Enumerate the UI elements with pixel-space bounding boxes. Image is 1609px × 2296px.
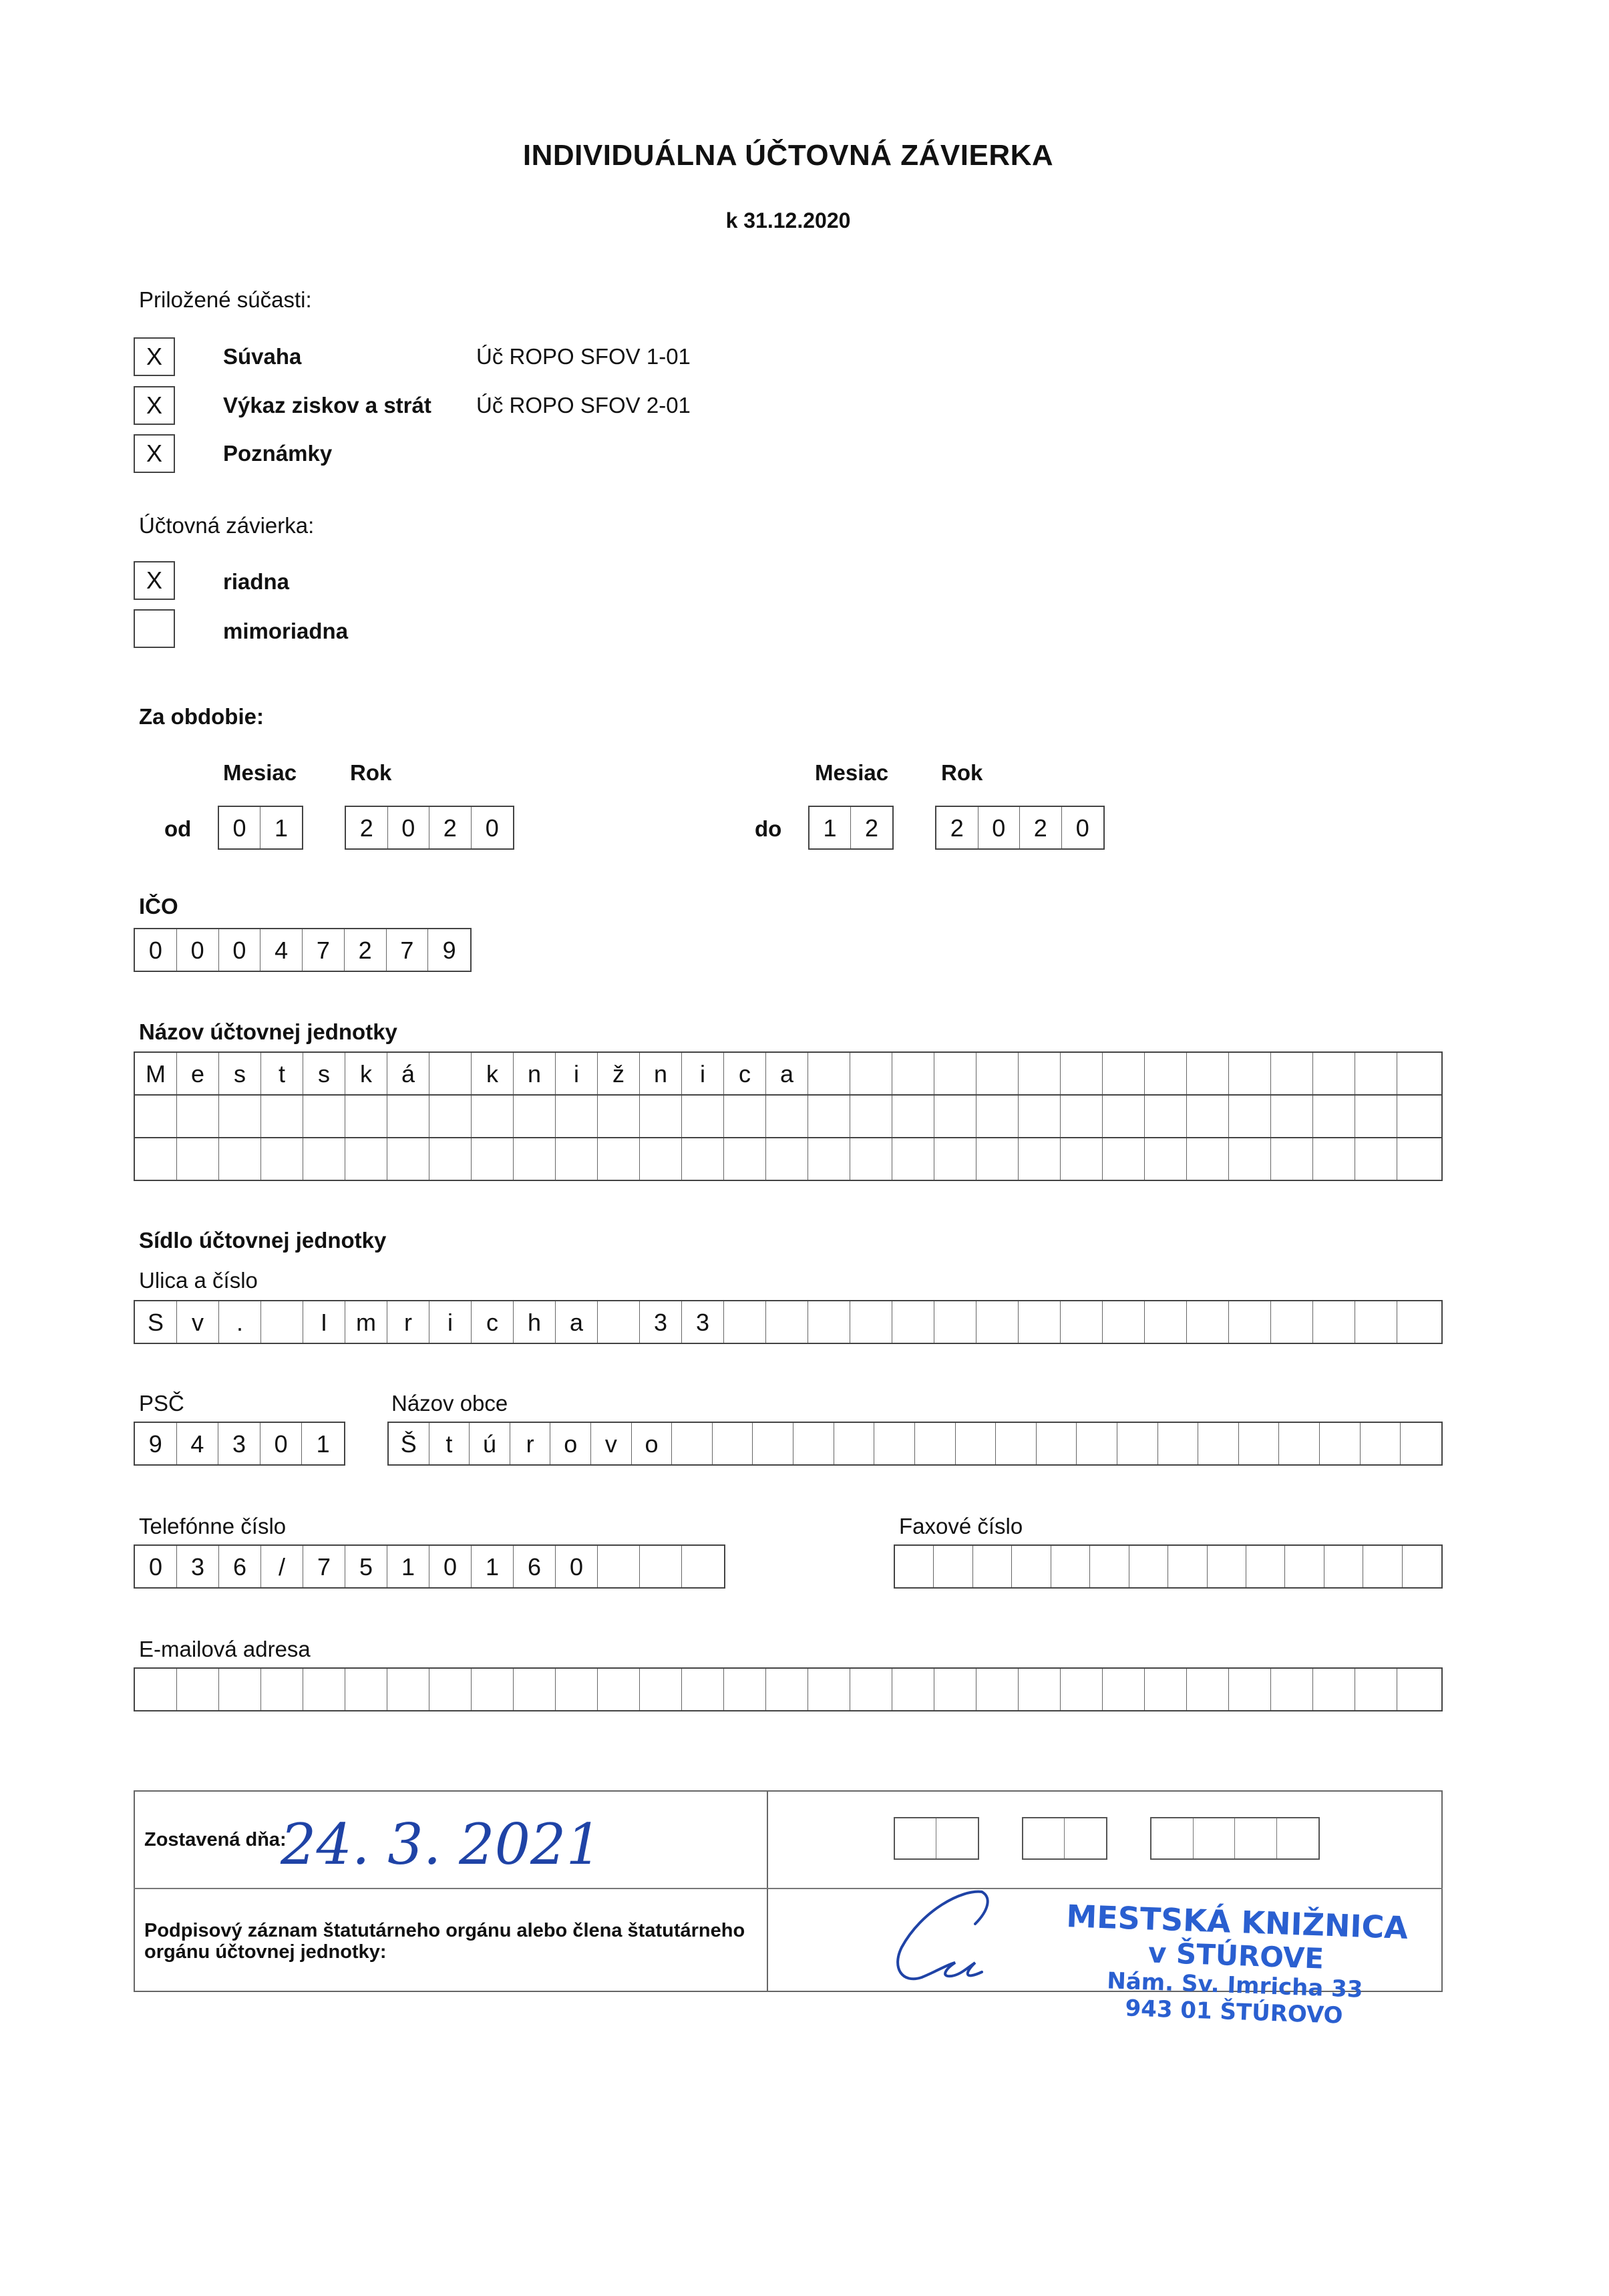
char-cell: 7 <box>303 929 345 971</box>
char-cell <box>1313 1669 1355 1710</box>
char-cell <box>808 1301 850 1343</box>
char-cell <box>598 1546 640 1587</box>
char-cell <box>1313 1053 1355 1094</box>
char-cell <box>1355 1669 1397 1710</box>
char-cell: 0 <box>485 814 499 842</box>
footer-divider <box>767 1790 768 1992</box>
char-cell: 3 <box>640 1301 682 1343</box>
char-cell <box>850 1301 892 1343</box>
name-field-row-2[interactable] <box>134 1094 1443 1138</box>
char-cell: ž <box>598 1053 640 1094</box>
char-cell <box>874 1423 915 1464</box>
char-cell: i <box>429 1301 472 1343</box>
char-cell <box>934 1301 976 1343</box>
char-cell <box>640 1669 682 1710</box>
to-label: do <box>755 816 782 841</box>
char-cell: v <box>177 1301 219 1343</box>
char-cell <box>973 1546 1012 1587</box>
char-cell <box>1187 1096 1229 1137</box>
char-cell <box>1019 1138 1061 1180</box>
char-cell: 9 <box>442 937 456 964</box>
char-cell <box>724 1669 766 1710</box>
char-cell <box>1129 1546 1168 1587</box>
street-label: Ulica a číslo <box>139 1268 258 1293</box>
from-month-label: Mesiac <box>223 760 297 785</box>
char-cell <box>934 1546 972 1587</box>
street-field[interactable] <box>134 1300 1443 1344</box>
char-cell <box>429 1096 472 1137</box>
char-cell <box>177 1096 219 1137</box>
char-cell <box>387 1096 429 1137</box>
char-cell: 6 <box>219 1546 261 1587</box>
char-cell <box>808 1053 850 1094</box>
char-cell <box>219 1096 261 1137</box>
char-cell <box>1090 1546 1129 1587</box>
char-cell <box>1355 1096 1397 1137</box>
char-cell <box>640 1546 682 1587</box>
char-cell <box>219 1669 261 1710</box>
char-cell <box>514 1096 556 1137</box>
email-field[interactable] <box>134 1667 1443 1711</box>
char-cell: / <box>261 1546 303 1587</box>
char-cell <box>1019 1301 1061 1343</box>
char-cell <box>934 1669 976 1710</box>
char-cell <box>556 1096 598 1137</box>
char-cell: 6 <box>514 1546 556 1587</box>
char-cell <box>1019 1096 1061 1137</box>
char-cell <box>808 1138 850 1180</box>
closing-heading: Účtovná závierka: <box>139 513 315 538</box>
char-cell <box>640 1138 682 1180</box>
char-cell: n <box>640 1053 682 1094</box>
ico-field[interactable] <box>134 928 472 972</box>
char-cell <box>135 1138 177 1180</box>
char-cell <box>1229 1301 1271 1343</box>
compiled-label: Zostavená dňa: <box>144 1829 287 1850</box>
char-cell <box>387 1138 429 1180</box>
char-cell: 2 <box>864 814 879 842</box>
from-label: od <box>164 816 192 841</box>
char-cell <box>598 1301 640 1343</box>
phone-label: Telefónne číslo <box>139 1514 287 1538</box>
char-cell: 2 <box>429 807 472 848</box>
char-cell <box>177 1138 219 1180</box>
char-cell: c <box>724 1053 766 1094</box>
char-cell <box>976 1138 1019 1180</box>
char-cell <box>1355 1138 1397 1180</box>
seat-label: Sídlo účtovnej jednotky <box>139 1228 387 1253</box>
char-cell: S <box>135 1301 177 1343</box>
char-cell <box>1019 1053 1061 1094</box>
char-cell <box>1103 1096 1145 1137</box>
char-cell <box>976 1669 1019 1710</box>
char-cell <box>1117 1423 1158 1464</box>
email-label: E-mailová adresa <box>139 1637 311 1661</box>
char-cell: 0 <box>135 1546 177 1587</box>
char-cell <box>724 1096 766 1137</box>
char-cell: 3 <box>177 1546 219 1587</box>
char-cell <box>1077 1423 1117 1464</box>
char-cell <box>1271 1138 1313 1180</box>
char-cell: o <box>550 1423 591 1464</box>
char-cell <box>556 1669 598 1710</box>
char-cell <box>1103 1138 1145 1180</box>
char-cell <box>934 1053 976 1094</box>
char-cell <box>514 1138 556 1180</box>
char-cell <box>1158 1423 1199 1464</box>
char-cell: 7 <box>387 929 429 971</box>
name-field-row-3[interactable] <box>134 1137 1443 1181</box>
char-cell <box>640 1096 682 1137</box>
phone-field[interactable] <box>134 1544 725 1589</box>
date-month-cells[interactable] <box>1022 1817 1107 1860</box>
footer-row-divider <box>134 1888 1443 1889</box>
char-cell <box>345 1669 387 1710</box>
char-cell <box>1239 1423 1280 1464</box>
date-day-cells[interactable] <box>894 1817 979 1860</box>
city-label: Názov obce <box>391 1391 508 1416</box>
char-cell <box>1187 1138 1229 1180</box>
char-cell <box>850 1669 892 1710</box>
char-cell <box>1187 1301 1229 1343</box>
char-cell: r <box>387 1301 429 1343</box>
char-cell <box>892 1053 934 1094</box>
char-cell <box>1285 1546 1324 1587</box>
char-cell <box>753 1423 793 1464</box>
char-cell: a <box>766 1053 808 1094</box>
char-cell: 2 <box>346 807 388 848</box>
char-cell <box>135 1669 177 1710</box>
to-month-label: Mesiac <box>815 760 889 785</box>
char-cell <box>1198 1423 1239 1464</box>
char-cell: s <box>219 1053 261 1094</box>
to-year-label: Rok <box>941 760 983 785</box>
char-cell <box>1145 1138 1187 1180</box>
char-cell: 0 <box>1075 814 1089 842</box>
char-cell <box>1103 1301 1145 1343</box>
char-cell: 0 <box>978 807 1021 848</box>
attached-label-poznamky: Poznámky <box>223 441 333 466</box>
char-cell: i <box>556 1053 598 1094</box>
from-year-label: Rok <box>350 760 392 785</box>
char-cell <box>682 1096 724 1137</box>
period-heading: Za obdobie: <box>139 704 264 729</box>
char-cell: h <box>514 1301 556 1343</box>
char-cell <box>1208 1546 1246 1587</box>
char-cell: a <box>556 1301 598 1343</box>
char-cell <box>177 1669 219 1710</box>
char-cell <box>598 1096 640 1137</box>
char-cell <box>724 1301 766 1343</box>
char-cell <box>1246 1546 1285 1587</box>
char-cell: . <box>219 1301 261 1343</box>
char-cell <box>1187 1053 1229 1094</box>
char-cell: t <box>429 1423 470 1464</box>
checkbox-poznamky[interactable]: X <box>134 434 175 473</box>
char-cell <box>1187 1669 1229 1710</box>
char-cell <box>472 1669 514 1710</box>
to-year-field[interactable] <box>935 806 1105 850</box>
char-cell <box>808 1096 850 1137</box>
char-cell <box>1168 1546 1207 1587</box>
checkbox-vykaz[interactable]: X <box>134 386 175 425</box>
char-cell: 3 <box>682 1301 724 1343</box>
char-cell <box>514 1669 556 1710</box>
char-cell: o <box>632 1423 673 1464</box>
char-cell <box>1271 1053 1313 1094</box>
char-cell <box>976 1301 1019 1343</box>
psc-field[interactable] <box>134 1422 345 1466</box>
char-cell <box>135 1096 177 1137</box>
char-cell <box>682 1546 724 1587</box>
fax-label: Faxové číslo <box>899 1514 1023 1538</box>
char-cell <box>892 1138 934 1180</box>
name-field-row-1[interactable] <box>134 1051 1443 1096</box>
char-cell <box>1061 1301 1103 1343</box>
stamp-line-1: MESTSKÁ KNIŽNICA <box>1065 1898 1409 1946</box>
char-cell: 0 <box>429 1546 472 1587</box>
char-cell: 0 <box>135 929 177 971</box>
to-month-field[interactable] <box>808 806 894 850</box>
char-cell <box>261 1138 303 1180</box>
char-cell <box>1061 1053 1103 1094</box>
char-cell <box>1061 1138 1103 1180</box>
char-cell <box>724 1138 766 1180</box>
char-cell: 2 <box>936 807 978 848</box>
char-cell <box>834 1423 875 1464</box>
char-cell: ú <box>470 1423 510 1464</box>
char-cell <box>934 1138 976 1180</box>
fax-field[interactable] <box>894 1544 1443 1589</box>
char-cell <box>915 1423 956 1464</box>
char-cell <box>1229 1053 1271 1094</box>
char-cell <box>429 1053 472 1094</box>
char-cell <box>303 1138 345 1180</box>
char-cell <box>1401 1423 1441 1464</box>
attached-label-suvaha: Súvaha <box>223 344 302 369</box>
char-cell <box>1397 1669 1439 1710</box>
char-cell: c <box>472 1301 514 1343</box>
city-field[interactable] <box>387 1422 1443 1466</box>
char-cell <box>1145 1301 1187 1343</box>
char-cell: 5 <box>345 1546 387 1587</box>
char-cell: 0 <box>219 929 261 971</box>
char-cell <box>672 1423 713 1464</box>
attached-code-vykaz: Úč ROPO SFOV 2-01 <box>476 393 691 418</box>
from-month-field[interactable] <box>218 806 303 850</box>
char-cell <box>345 1138 387 1180</box>
char-cell <box>1229 1669 1271 1710</box>
char-cell <box>850 1096 892 1137</box>
char-cell <box>1313 1301 1355 1343</box>
char-cell: 1 <box>316 1430 330 1458</box>
char-cell <box>1103 1669 1145 1710</box>
char-cell: m <box>345 1301 387 1343</box>
char-cell <box>472 1096 514 1137</box>
char-cell: 1 <box>810 807 851 848</box>
char-cell <box>261 1669 303 1710</box>
checkbox-suvaha[interactable]: X <box>134 337 175 376</box>
char-cell: 7 <box>303 1546 345 1587</box>
char-cell <box>1145 1053 1187 1094</box>
psc-label: PSČ <box>139 1391 184 1416</box>
char-cell: I <box>303 1301 345 1343</box>
char-cell <box>598 1138 640 1180</box>
closing-label-riadna: riadna <box>223 569 290 594</box>
char-cell <box>1103 1053 1145 1094</box>
attached-code-suvaha: Úč ROPO SFOV 1-01 <box>476 344 691 369</box>
stamp-line-2: v ŠTÚROVE <box>1147 1936 1324 1975</box>
char-cell <box>1061 1096 1103 1137</box>
char-cell: 4 <box>260 929 303 971</box>
char-cell: Š <box>389 1423 429 1464</box>
checkbox-mimoriadna[interactable] <box>134 609 175 648</box>
char-cell <box>892 1669 934 1710</box>
char-cell: k <box>472 1053 514 1094</box>
char-cell: 4 <box>177 1423 219 1464</box>
char-cell <box>1355 1301 1397 1343</box>
char-cell <box>850 1138 892 1180</box>
char-cell <box>793 1423 834 1464</box>
char-cell <box>1363 1546 1402 1587</box>
char-cell: 1 <box>472 1546 514 1587</box>
char-cell <box>1271 1669 1313 1710</box>
char-cell <box>766 1138 808 1180</box>
char-cell <box>682 1669 724 1710</box>
char-cell <box>261 1096 303 1137</box>
char-cell <box>1403 1546 1441 1587</box>
name-label: Názov účtovnej jednotky <box>139 1019 397 1044</box>
char-cell: r <box>510 1423 551 1464</box>
char-cell: s <box>303 1053 345 1094</box>
char-cell: 3 <box>218 1423 260 1464</box>
char-cell <box>1313 1096 1355 1137</box>
char-cell <box>1145 1096 1187 1137</box>
char-cell: 2 <box>1020 807 1062 848</box>
char-cell <box>1061 1669 1103 1710</box>
from-year-field[interactable] <box>345 806 514 850</box>
char-cell <box>472 1138 514 1180</box>
char-cell <box>766 1669 808 1710</box>
date-year-cells[interactable] <box>1150 1817 1320 1860</box>
char-cell <box>1397 1301 1439 1343</box>
char-cell <box>682 1138 724 1180</box>
char-cell <box>219 1138 261 1180</box>
char-cell <box>1012 1546 1051 1587</box>
char-cell <box>976 1053 1019 1094</box>
compiled-date-handwritten: 24. 3. 2021 <box>281 1812 602 1877</box>
char-cell: 0 <box>260 1423 303 1464</box>
char-cell <box>1397 1138 1439 1180</box>
char-cell <box>261 1301 303 1343</box>
char-cell: 1 <box>387 1546 429 1587</box>
char-cell <box>1313 1138 1355 1180</box>
char-cell <box>1051 1546 1090 1587</box>
char-cell <box>713 1423 753 1464</box>
char-cell <box>1271 1096 1313 1137</box>
char-cell <box>1324 1546 1363 1587</box>
ico-label: IČO <box>139 894 178 919</box>
char-cell <box>1279 1423 1320 1464</box>
char-cell: 0 <box>388 807 430 848</box>
char-cell: i <box>682 1053 724 1094</box>
compiled-date-grid[interactable] <box>894 1817 1320 1860</box>
signature-mark <box>882 1884 1009 1991</box>
char-cell <box>1355 1053 1397 1094</box>
char-cell: 1 <box>274 814 289 842</box>
char-cell <box>1320 1423 1361 1464</box>
char-cell <box>429 1669 472 1710</box>
closing-label-mimoriadna: mimoriadna <box>223 619 349 643</box>
char-cell: 0 <box>177 929 219 971</box>
char-cell <box>976 1096 1019 1137</box>
char-cell <box>1271 1301 1313 1343</box>
char-cell <box>1037 1423 1077 1464</box>
char-cell: t <box>261 1053 303 1094</box>
char-cell <box>429 1138 472 1180</box>
char-cell <box>303 1096 345 1137</box>
char-cell <box>598 1669 640 1710</box>
char-cell <box>1145 1669 1187 1710</box>
institution-stamp <box>1040 1897 1431 2032</box>
char-cell <box>1229 1138 1271 1180</box>
document-date: k 31.12.2020 <box>725 208 851 232</box>
char-cell <box>766 1301 808 1343</box>
char-cell <box>808 1669 850 1710</box>
char-cell: 9 <box>135 1423 177 1464</box>
char-cell <box>892 1301 934 1343</box>
char-cell <box>303 1669 345 1710</box>
char-cell <box>766 1096 808 1137</box>
char-cell: 0 <box>556 1546 598 1587</box>
char-cell <box>1397 1053 1439 1094</box>
stamp-line-3: Nám. Sv. Imricha 33 <box>1106 1967 1364 2003</box>
char-cell <box>996 1423 1037 1464</box>
char-cell: 2 <box>345 929 387 971</box>
char-cell: 0 <box>219 807 260 848</box>
char-cell <box>1397 1096 1439 1137</box>
char-cell <box>1019 1669 1061 1710</box>
char-cell: k <box>345 1053 387 1094</box>
char-cell <box>556 1138 598 1180</box>
char-cell <box>895 1546 934 1587</box>
document-title: INDIVIDUÁLNA ÚČTOVNÁ ZÁVIERKA <box>522 139 1054 172</box>
char-cell: M <box>135 1053 177 1094</box>
char-cell <box>850 1053 892 1094</box>
checkbox-riadna[interactable]: X <box>134 561 175 600</box>
attached-heading: Priložené súčasti: <box>139 287 312 312</box>
attached-label-vykaz: Výkaz ziskov a strát <box>223 393 431 418</box>
char-cell <box>1361 1423 1401 1464</box>
char-cell <box>892 1096 934 1137</box>
char-cell <box>934 1096 976 1137</box>
char-cell: e <box>177 1053 219 1094</box>
char-cell: v <box>591 1423 632 1464</box>
char-cell <box>1229 1096 1271 1137</box>
char-cell <box>956 1423 997 1464</box>
char-cell: á <box>387 1053 429 1094</box>
char-cell <box>345 1096 387 1137</box>
signature-label: Podpisový záznam štatutárneho orgánu alebo člena štatutárneho orgánu účtovnej jednotky: <box>144 1920 745 1963</box>
char-cell: n <box>514 1053 556 1094</box>
stamp-line-4: 943 01 ŠTÚROVO <box>1124 1995 1344 2029</box>
char-cell <box>387 1669 429 1710</box>
